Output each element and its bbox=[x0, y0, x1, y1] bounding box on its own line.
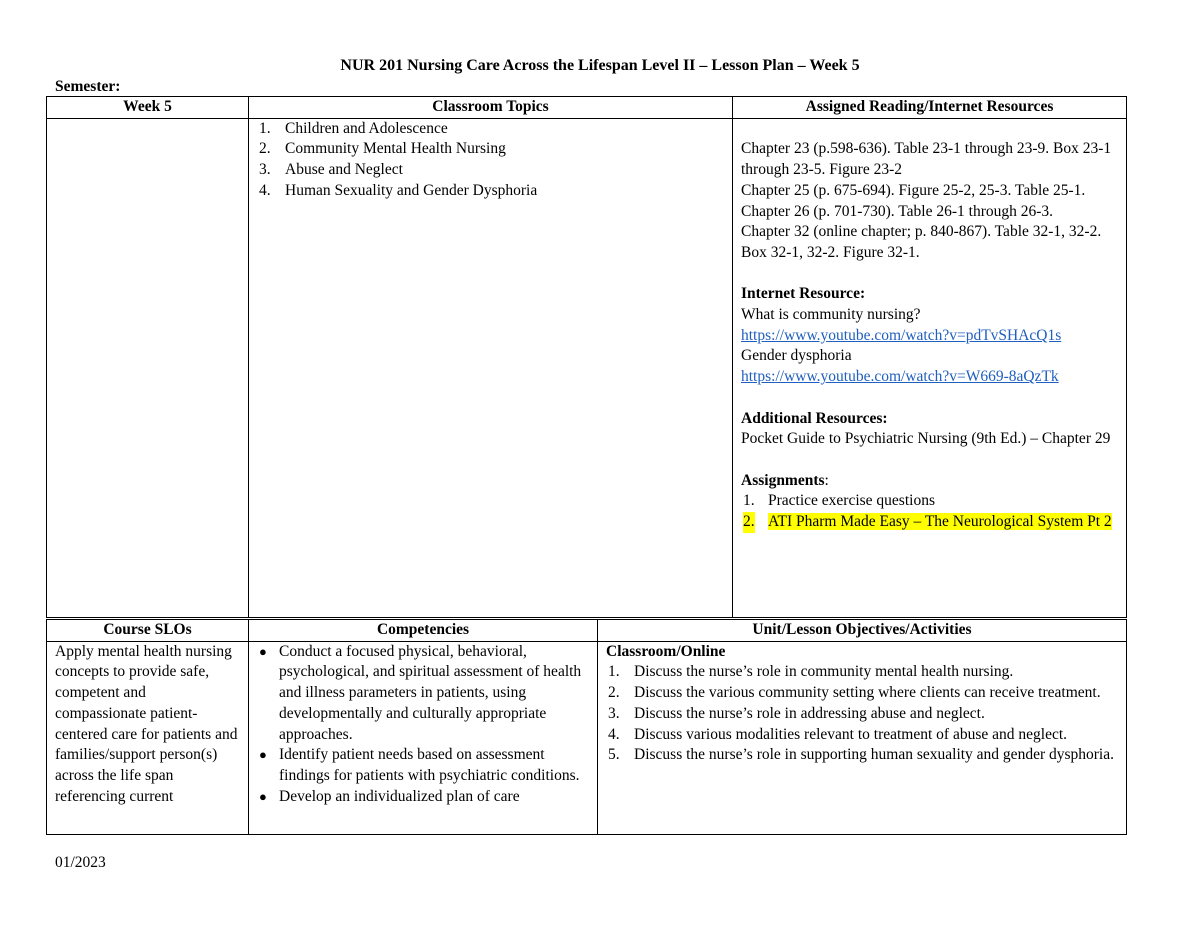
assignment-text-highlighted: ATI Pharm Made Easy – The Neurological System Pt 2 bbox=[768, 513, 1112, 530]
header-course-slos: Course SLOs bbox=[47, 620, 249, 642]
competency-text: Develop an individualized plan of care bbox=[279, 787, 520, 805]
header-objectives: Unit/Lesson Objectives/Activities bbox=[598, 620, 1127, 642]
topic-text: Abuse and Neglect bbox=[285, 161, 403, 179]
list-item bbox=[741, 491, 1118, 512]
header-competencies: Competencies bbox=[249, 620, 598, 642]
list-item bbox=[606, 725, 1118, 746]
week-cell bbox=[47, 118, 249, 617]
internet-resource-heading: Internet Resource: bbox=[741, 285, 866, 303]
semester-label: Semester: bbox=[55, 78, 121, 95]
document-title: NUR 201 Nursing Care Across the Lifespan Level II – Lesson Plan – Week 5 bbox=[340, 57, 860, 74]
list-number: 3. bbox=[259, 161, 271, 179]
objective-text: Discuss the nurse’s role in community mental health nursing. bbox=[634, 663, 1014, 681]
classroom-online-heading: Classroom/Online bbox=[606, 642, 726, 660]
list-number: 4. bbox=[608, 725, 620, 743]
competency-text: Identify patient needs based on assessment findings for patients with psychiatric conditions. bbox=[279, 746, 580, 784]
list-item bbox=[606, 662, 1118, 683]
list-item bbox=[257, 119, 724, 140]
readings-cell bbox=[733, 118, 1127, 617]
assignments-heading: Assignments bbox=[741, 471, 825, 489]
list-item bbox=[257, 139, 724, 160]
list-item bbox=[257, 745, 589, 786]
objectives-cell bbox=[598, 641, 1127, 834]
topic-text: Human Sexuality and Gender Dysphoria bbox=[285, 181, 538, 199]
list-item bbox=[606, 683, 1118, 704]
list-item bbox=[257, 160, 724, 181]
list-number: 2. bbox=[259, 140, 271, 158]
resource-label: What is community nursing? bbox=[741, 306, 921, 323]
objective-text: Discuss the nurse’s role in supporting human sexuality and gender dysphoria. bbox=[634, 746, 1114, 764]
objectives-list bbox=[606, 662, 1118, 766]
list-number: 2. bbox=[608, 684, 620, 702]
resource-label: Gender dysphoria bbox=[741, 347, 852, 365]
footer-date: 01/2023 bbox=[55, 854, 106, 871]
header-assigned-reading: Assigned Reading/Internet Resources bbox=[733, 97, 1127, 119]
list-number: 3. bbox=[608, 704, 620, 722]
topic-text: Community Mental Health Nursing bbox=[285, 140, 506, 158]
topics-list bbox=[257, 119, 724, 202]
competencies-cell bbox=[249, 641, 598, 834]
community-nursing-link[interactable]: https://www.youtube.com/watch?v=pdTvSHAcQ1s bbox=[741, 326, 1062, 344]
list-item bbox=[606, 704, 1118, 725]
topics-cell bbox=[249, 118, 733, 617]
list-number: 4. bbox=[259, 181, 271, 199]
slo-cell bbox=[47, 641, 249, 834]
assignment-text: Practice exercise questions bbox=[768, 492, 935, 510]
list-item bbox=[606, 745, 1118, 766]
list-item bbox=[741, 512, 1118, 533]
reading-chapter-25: Chapter 25 (p. 675-694). Figure 25-2, 25-3. Table 25-1. bbox=[741, 181, 1086, 199]
reading-chapter-23: Chapter 23 (p.598-636). Table 23-1 through 23-9. Box 23-1 through 23-5. Figure 23-2 bbox=[741, 140, 1112, 179]
header-week: Week 5 bbox=[47, 97, 249, 119]
objective-text: Discuss the various community setting where clients can receive treatment. bbox=[634, 684, 1101, 702]
assignments-colon: : bbox=[824, 471, 829, 489]
list-number: 5. bbox=[608, 746, 620, 764]
assignments-heading-line bbox=[741, 471, 1118, 492]
list-item bbox=[257, 181, 724, 202]
gender-dysphoria-link[interactable]: https://www.youtube.com/watch?v=W669-8aQzTk bbox=[741, 368, 1059, 386]
additional-resources-heading: Additional Resources: bbox=[741, 409, 888, 427]
objective-text: Discuss the nurse’s role in addressing abuse and neglect. bbox=[634, 704, 985, 722]
reading-chapter-32: Chapter 32 (online chapter; p. 840-867). Table 32-1, 32-2. Box 32-1, 32-2. Figure 32-1. bbox=[741, 223, 1102, 261]
list-item bbox=[257, 787, 589, 808]
bullet-icon: ● bbox=[259, 788, 267, 804]
assignments-list bbox=[741, 491, 1118, 532]
additional-resource-text: Pocket Guide to Psychiatric Nursing (9th Ed.) – Chapter 29 bbox=[741, 430, 1111, 448]
list-number: 1. bbox=[743, 492, 755, 510]
reading-chapter-26: Chapter 26 (p. 701-730). Table 26-1 through 26-3. bbox=[741, 202, 1054, 220]
objectives-table bbox=[46, 619, 1127, 835]
header-classroom-topics: Classroom Topics bbox=[249, 97, 733, 119]
list-item bbox=[257, 642, 589, 746]
list-number: 1. bbox=[259, 119, 271, 137]
lesson-plan-table bbox=[46, 96, 1127, 618]
objective-text: Discuss various modalities relevant to treatment of abuse and neglect. bbox=[634, 725, 1068, 743]
bullet-icon: ● bbox=[259, 643, 267, 659]
competencies-list bbox=[257, 642, 589, 808]
slo-text: Apply mental health nursing concepts to provide safe, competent and compassionate patient-centered care for patients and families/support person(s) across the life span referencing current bbox=[55, 642, 238, 805]
competency-text: Conduct a focused physical, behavioral, psychological, and spiritual assessment of health and illness parameters in patients, using developmentally and culturally appropriate approaches. bbox=[279, 642, 582, 743]
list-number: 1. bbox=[608, 663, 620, 681]
bullet-icon: ● bbox=[259, 747, 267, 763]
list-number: 2. bbox=[743, 512, 755, 533]
topic-text: Children and Adolescence bbox=[285, 119, 448, 137]
